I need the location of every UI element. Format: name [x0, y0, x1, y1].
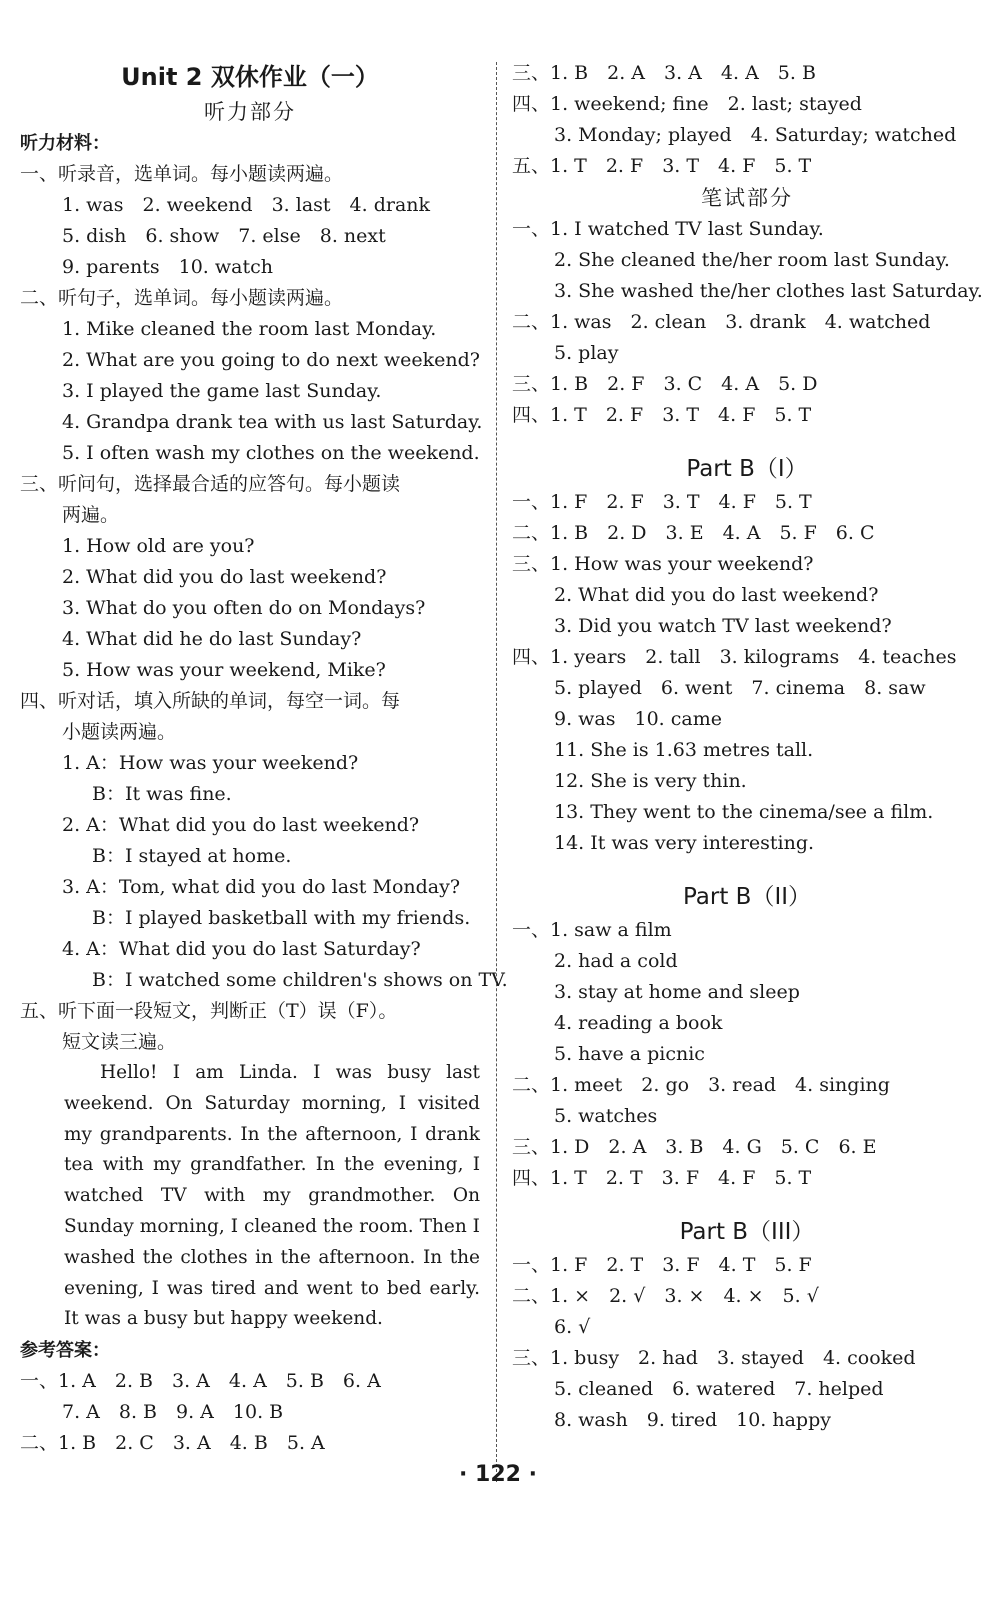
- answer-line: 五、1. T 2. F 3. T 4. F 5. T: [512, 155, 812, 177]
- answer-line: 12. She is very thin.: [554, 770, 747, 792]
- dialog-line: 3. A：Tom, what did you do last Monday?: [62, 876, 461, 898]
- section-heading-cont: 小题读两遍。: [62, 721, 177, 743]
- list-item: 3. What do you often do on Mondays?: [62, 597, 426, 619]
- answer-line: 13. They went to the cinema/see a film.: [554, 801, 934, 823]
- answer-line: 2. had a cold: [554, 950, 678, 972]
- right-column: [512, 58, 982, 1436]
- page-title: Unit 2 双休作业（一）: [121, 63, 379, 91]
- answer-line: 6. √: [554, 1316, 591, 1338]
- section-heading: 五、听下面一段短文，判断正（T）误（F）。: [20, 1000, 398, 1022]
- answer-line: 2. She cleaned the/her room last Sunday.: [554, 249, 950, 271]
- answer-line: 三、1. B 2. F 3. C 4. A 5. D: [512, 373, 818, 395]
- list-item: 4. Grandpa drank tea with us last Saturday.: [62, 411, 483, 433]
- dialog-line: 4. A：What did you do last Saturday?: [62, 938, 421, 960]
- section-heading: 四、听对话，填入所缺的单词，每空一词。每: [20, 690, 401, 712]
- answer-line: 四、1. years 2. tall 3. kilograms 4. teaches: [512, 646, 957, 668]
- material-label: 听力材料：: [20, 133, 110, 154]
- answer-line: 四、1. T 2. T 3. F 4. F 5. T: [512, 1167, 812, 1189]
- passage: [20, 1058, 480, 1335]
- list-item: 2. What are you going to do next weekend?: [62, 349, 480, 371]
- answer-line: 二、1. meet 2. go 3. read 4. singing: [512, 1074, 890, 1096]
- answer-line: 3. Monday; played 4. Saturday; watched: [554, 124, 957, 146]
- answer-line: 5. have a picnic: [554, 1043, 705, 1065]
- answer-line: 5. played 6. went 7. cinema 8. saw: [554, 677, 926, 699]
- section-heading: 三、听问句，选择最合适的应答句。每小题读: [20, 473, 401, 495]
- left-column: [20, 58, 508, 1459]
- list-item: 5. I often wash my clothes on the weekend.: [62, 442, 480, 464]
- section-heading: 二、听句子，选单词。每小题读两遍。: [20, 287, 344, 309]
- spacer: [512, 431, 982, 451]
- answer-line: 2. What did you do last weekend?: [554, 584, 879, 606]
- answer-line: 3. Did you watch TV last weekend?: [554, 615, 892, 637]
- answer-line: 一、1. saw a film: [512, 919, 672, 941]
- answer-line: 3. She washed the/her clothes last Saturday.: [554, 280, 983, 302]
- answer-line: 5. cleaned 6. watered 7. helped: [554, 1378, 884, 1400]
- list-item: 9. parents 10. watch: [62, 256, 273, 278]
- answer-line: 二、1. × 2. √ 3. × 4. × 5. √: [512, 1285, 819, 1307]
- dialog-line: B：I stayed at home.: [92, 845, 292, 867]
- answer-line: 11. She is 1.63 metres tall.: [554, 739, 814, 761]
- listening-subtitle: 听力部分: [204, 100, 296, 124]
- section-heading-cont: 短文读三遍。: [62, 1031, 177, 1053]
- answer-line: 4. reading a book: [554, 1012, 723, 1034]
- list-item: 4. What did he do last Sunday?: [62, 628, 362, 650]
- section-heading-cont: 两遍。: [62, 504, 120, 526]
- list-item: 5. How was your weekend, Mike?: [62, 659, 386, 681]
- answer-line: 二、1. was 2. clean 3. drank 4. watched: [512, 311, 931, 333]
- column-divider: [496, 62, 497, 1482]
- list-item: 1. was 2. weekend 3. last 4. drank: [62, 194, 431, 216]
- dialog-line: B：It was fine.: [92, 783, 232, 805]
- list-item: 3. I played the game last Sunday.: [62, 380, 382, 402]
- answer-line: 一、1. F 2. T 3. F 4. T 5. F: [512, 1254, 812, 1276]
- dialog-line: B：I played basketball with my friends.: [92, 907, 471, 929]
- page-number: · 122 ·: [459, 1462, 537, 1487]
- answer-line: 8. wash 9. tired 10. happy: [554, 1409, 831, 1431]
- answer-line: 四、1. T 2. F 3. T 4. F 5. T: [512, 404, 812, 426]
- dialog-line: 1. A：How was your weekend?: [62, 752, 359, 774]
- part-b1-title: Part B（I）: [686, 456, 808, 482]
- answer-line: 二、1. B 2. C 3. A 4. B 5. A: [20, 1432, 325, 1455]
- answer-line: 7. A 8. B 9. A 10. B: [62, 1401, 284, 1424]
- list-item: 1. Mike cleaned the room last Monday.: [62, 318, 437, 340]
- list-item: 5. dish 6. show 7. else 8. next: [62, 225, 386, 247]
- answer-line: 一、1. F 2. F 3. T 4. F 5. T: [512, 491, 812, 513]
- answer-line: 四、1. weekend; fine 2. last; stayed: [512, 93, 862, 115]
- answer-line: 二、1. B 2. D 3. E 4. A 5. F 6. C: [512, 522, 875, 544]
- list-item: 2. What did you do last weekend?: [62, 566, 387, 588]
- answer-line: 三、1. B 2. A 3. A 4. A 5. B: [512, 62, 816, 84]
- answer-line: 5. play: [554, 342, 619, 364]
- answer-line: 一、1. A 2. B 3. A 4. A 5. B 6. A: [20, 1370, 381, 1393]
- answer-line: 三、1. How was your weekend?: [512, 553, 814, 575]
- answer-line: 9. was 10. came: [554, 708, 722, 730]
- answer-line: 三、1. busy 2. had 3. stayed 4. cooked: [512, 1347, 916, 1369]
- passage-text: Hello! I am Linda. I was busy last weekend. On Saturday morning, I visited my grandparents. In the afternoon, I drank tea with my grandfather. In the evening, I watched TV with my grandmother. On Sunday morning, I cleaned the room. Then I washed the clothes in the afternoon. In the evening, I was tired and went to bed early. It was a busy but happy weekend.: [64, 1062, 480, 1330]
- spacer: [512, 859, 982, 879]
- answer-line: 3. stay at home and sleep: [554, 981, 800, 1003]
- written-subtitle: 笔试部分: [701, 186, 793, 210]
- section-heading: 一、听录音，选单词。每小题读两遍。: [20, 163, 344, 185]
- answers-label: 参考答案：: [20, 1340, 110, 1362]
- dialog-line: 2. A：What did you do last weekend?: [62, 814, 420, 836]
- answer-line: 14. It was very interesting.: [554, 832, 815, 854]
- answer-line: 5. watches: [554, 1105, 658, 1127]
- answer-line: 一、1. I watched TV last Sunday.: [512, 218, 824, 240]
- dialog-line: B：I watched some children's shows on TV.: [92, 969, 508, 991]
- part-b3-title: Part B（III）: [679, 1219, 815, 1245]
- part-b2-title: Part B（II）: [682, 884, 812, 910]
- list-item: 1. How old are you?: [62, 535, 255, 557]
- answer-line: 三、1. D 2. A 3. B 4. G 5. C 6. E: [512, 1136, 877, 1158]
- spacer: [512, 1194, 982, 1214]
